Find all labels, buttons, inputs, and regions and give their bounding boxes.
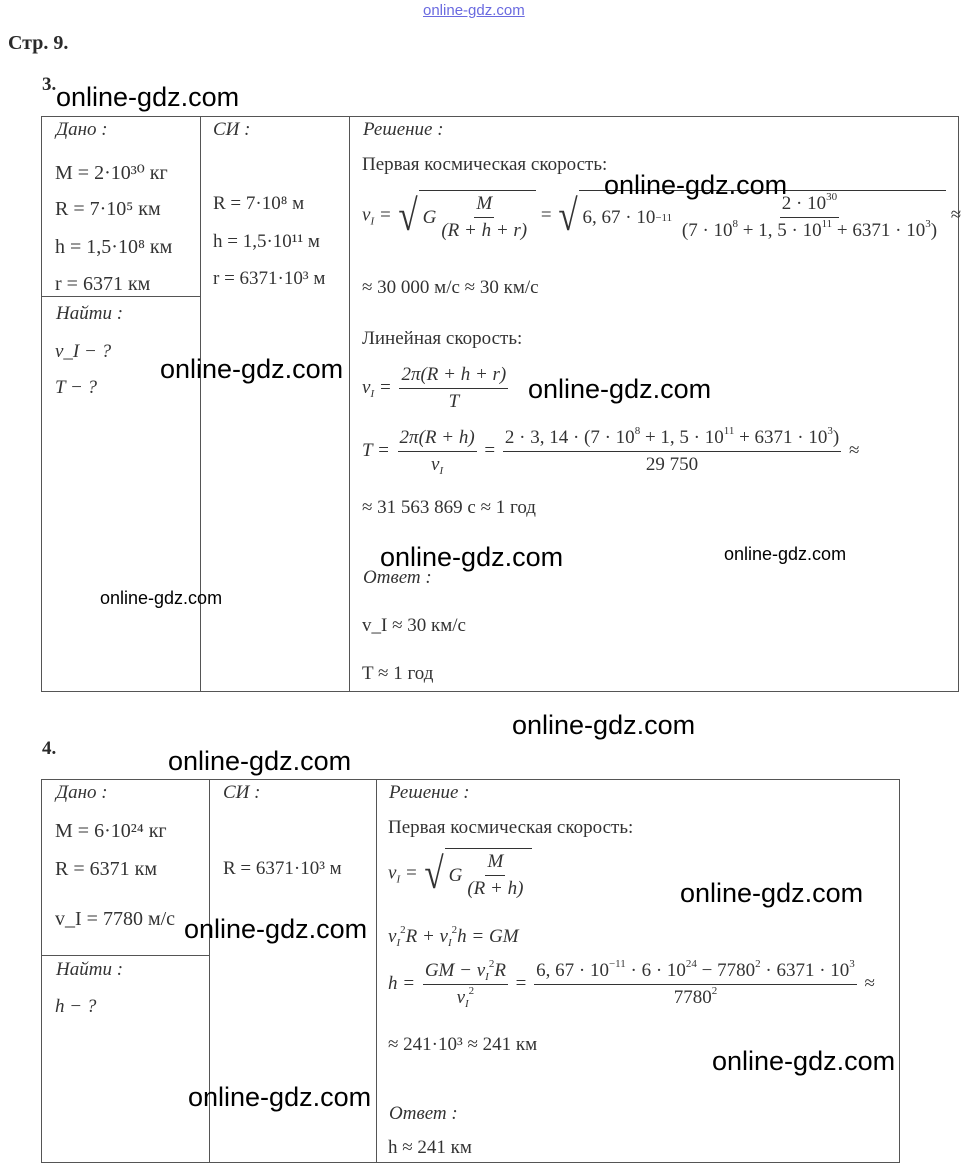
text-first-speed: Первая космическая скорость:	[388, 817, 634, 838]
reshenie-label: Решение :	[363, 119, 444, 140]
given-radius: R = 7·10⁵ км	[55, 198, 161, 220]
table-divider	[349, 116, 350, 692]
najti-label: Найти :	[56, 303, 124, 324]
watermark: online-gdz.com	[380, 542, 564, 572]
si-radius: R = 6371·10³ м	[223, 858, 342, 879]
period-denominator: 29 750	[645, 454, 699, 475]
si-radius: R = 7·10⁸ м	[213, 193, 305, 214]
watermark: online-gdz.com	[712, 1046, 896, 1076]
text-first-speed: Первая космическая скорость:	[362, 154, 608, 175]
text-linear-speed: Линейная скорость:	[362, 328, 523, 349]
given-height: h = 1,5·10⁸ км	[55, 236, 173, 258]
table-border-left	[41, 116, 42, 692]
dano-label: Дано :	[56, 782, 108, 803]
given-mass: M = 2·10³⁰ кг	[55, 162, 168, 184]
site-link[interactable]: online-gdz.com	[423, 2, 525, 19]
table-border-left	[41, 779, 42, 1163]
watermark: online-gdz.com	[184, 914, 368, 944]
problem-4-number: 4.	[42, 738, 57, 759]
table-border-right	[899, 779, 900, 1163]
table-border-top	[41, 779, 900, 780]
si-height: h = 1,5·10¹¹ м	[213, 231, 320, 252]
si-label: СИ :	[213, 119, 251, 140]
formula-first-speed: $v_I$ = √ G $\frac{M}{(R + h + r)}$ = √ 6, 67 · 10 −11 $\frac{2 \cdot 10^{30}}{(7 \cdot 10^8 + 1, 5 \cdot 10^{11} + 6371 \cdot 10^3)}$ ≈	[362, 191, 962, 241]
find-speed: v_I − ?	[55, 341, 112, 362]
table-divider	[41, 955, 210, 956]
reshenie-label: Решение :	[389, 782, 470, 803]
watermark: online-gdz.com	[680, 878, 864, 908]
table-divider	[376, 779, 377, 1163]
watermark: online-gdz.com	[512, 710, 696, 740]
otvet-label: Ответ :	[389, 1103, 458, 1124]
find-period: T − ?	[55, 377, 98, 398]
table-border-bottom	[41, 1162, 900, 1163]
watermark: online-gdz.com	[168, 746, 352, 776]
given-planet-radius: r = 6371 км	[55, 273, 151, 295]
answer-speed: v_I ≈ 30 км/с	[362, 615, 466, 636]
problem-3-number: 3.	[42, 74, 57, 95]
table-border-bottom	[41, 691, 959, 692]
watermark: online-gdz.com	[604, 170, 788, 200]
najti-label: Найти :	[56, 959, 124, 980]
watermark: online-gdz.com	[56, 82, 240, 112]
formula-height: h = $\frac{GM - v_I^2R}{v_I^2}$ = $\frac{6, 67 \cdot 10^{-11} \cdot 6 \cdot 10^{24} - 7780^2 \cdot 6371 \cdot 10^3}{7780^2}$ ≈	[388, 958, 875, 1010]
result-speed: ≈ 30 000 м/с ≈ 30 км/с	[362, 277, 539, 298]
formula-first-speed: $v_I$ = √ G $\frac{M}{(R + h)}$	[388, 848, 532, 900]
result-period: ≈ 31 563 869 с ≈ 1 год	[362, 497, 536, 518]
given-radius: R = 6371 км	[55, 858, 157, 880]
given-speed: v_I = 7780 м/с	[55, 908, 176, 930]
answer-period: T ≈ 1 год	[362, 663, 434, 684]
given-mass: M = 6·10²⁴ кг	[55, 820, 167, 842]
page-label: Стр. 9.	[8, 32, 69, 54]
dano-label: Дано :	[56, 119, 108, 140]
otvet-label: Ответ :	[363, 567, 432, 588]
watermark: online-gdz.com	[724, 544, 847, 564]
watermark: online-gdz.com	[100, 588, 223, 608]
find-height: h − ?	[55, 996, 97, 1017]
table-border-top	[41, 116, 959, 117]
si-planet-radius: r = 6371·10³ м	[213, 268, 326, 289]
formula-square: $v_I^2R + v_I^2h$ = GM	[388, 924, 519, 949]
table-divider	[41, 296, 201, 297]
watermark: online-gdz.com	[188, 1082, 372, 1112]
watermark: online-gdz.com	[160, 354, 344, 384]
result-height: ≈ 241·10³ ≈ 241 км	[388, 1034, 538, 1055]
answer-height: h ≈ 241 км	[388, 1137, 472, 1158]
si-label: СИ :	[223, 782, 261, 803]
formula-linear-speed: $v_I$ = $\frac{2\pi(R + h + r)}{T}$	[362, 364, 507, 412]
formula-period: T = $\frac{2\pi(R + h)}{v_I}$ = $\frac{2 \cdot 3, 14 \cdot (7 \cdot 10^8 + 1, 5 \cdot 10^{11} + 6371 \cdot 10^3)}{29 750}$ ≈	[362, 425, 860, 477]
watermark: online-gdz.com	[528, 374, 712, 404]
